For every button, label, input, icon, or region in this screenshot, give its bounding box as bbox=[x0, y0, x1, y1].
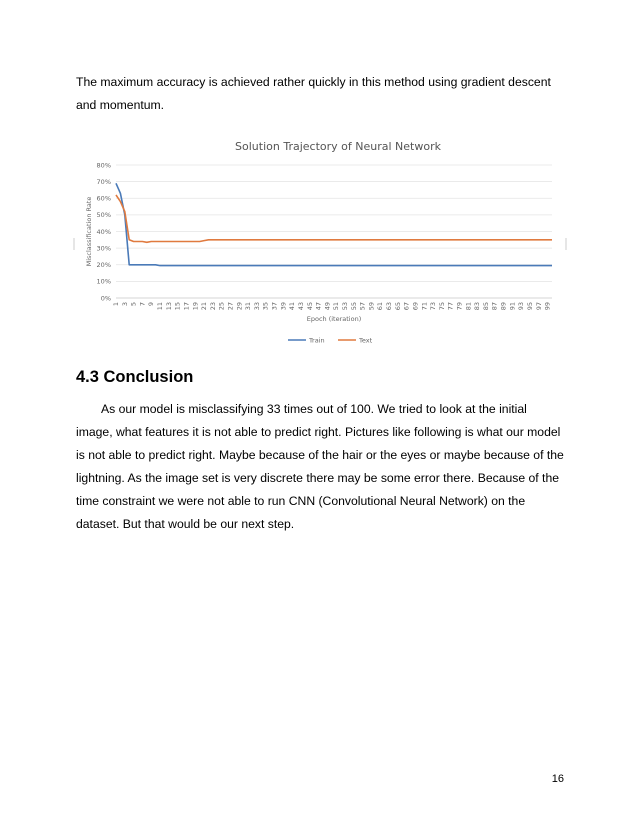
y-tick-label: 50% bbox=[96, 211, 111, 220]
series-line-train bbox=[116, 183, 552, 265]
x-tick-label: 21 bbox=[200, 302, 209, 311]
x-tick-label: 85 bbox=[481, 302, 490, 311]
x-tick-label: 15 bbox=[173, 302, 182, 311]
x-tick-label: 39 bbox=[279, 302, 288, 311]
y-tick-label: 60% bbox=[96, 194, 111, 203]
x-tick-label: 81 bbox=[464, 302, 473, 311]
section-heading: 4.3 Conclusion bbox=[76, 368, 194, 386]
x-tick-label: 75 bbox=[437, 302, 446, 311]
x-tick-label: 57 bbox=[358, 302, 367, 311]
x-tick-label: 91 bbox=[508, 302, 517, 311]
x-tick-label: 97 bbox=[534, 302, 543, 311]
chart-title: Solution Trajectory of Neural Network bbox=[235, 140, 441, 153]
conclusion-paragraph: As our model is misclassifying 33 times out of 100. We tried to look at the initial image, what features it is not able to predict right. Pictures like following is what our model is not able to predict right. Maybe because of the hair or the eyes or maybe because of the lightning. As the image set is very discrete there may be some error there. Because of the time constraint we were not able to run CNN (Convolutional Neural Network) on the dataset. But that would be our next step. bbox=[76, 402, 564, 531]
y-tick-label: 20% bbox=[96, 261, 111, 270]
x-tick-label: 3 bbox=[120, 302, 129, 307]
x-tick-label: 63 bbox=[385, 302, 394, 311]
y-tick-label: 40% bbox=[96, 227, 111, 236]
x-tick-label: 9 bbox=[147, 302, 156, 307]
x-tick-label: 83 bbox=[473, 302, 482, 311]
x-tick-label: 17 bbox=[182, 302, 191, 311]
x-tick-label: 45 bbox=[305, 302, 314, 311]
x-tick-label: 7 bbox=[138, 302, 147, 307]
x-tick-label: 23 bbox=[208, 302, 217, 311]
x-tick-label: 93 bbox=[517, 302, 526, 311]
x-tick-label: 29 bbox=[235, 302, 244, 311]
x-tick-label: 19 bbox=[191, 302, 200, 311]
x-tick-label: 55 bbox=[349, 302, 358, 311]
x-tick-label: 95 bbox=[525, 302, 534, 311]
chart-lines bbox=[116, 183, 552, 265]
chart-grid bbox=[116, 165, 552, 298]
series-line-test bbox=[116, 195, 552, 242]
x-tick-label: 25 bbox=[217, 302, 226, 311]
x-tick-label: 79 bbox=[455, 302, 464, 311]
x-tick-label: 73 bbox=[429, 302, 438, 311]
x-tick-label: 67 bbox=[402, 302, 411, 311]
y-tick-label: 80% bbox=[96, 161, 111, 170]
x-tick-label: 37 bbox=[270, 302, 279, 311]
x-tick-label: 87 bbox=[490, 302, 499, 311]
x-tick-label: 11 bbox=[156, 302, 165, 311]
x-tick-label: 61 bbox=[376, 302, 385, 311]
y-axis-label: Misclassification Rate bbox=[85, 196, 93, 267]
x-tick-label: 89 bbox=[499, 302, 508, 311]
x-tick-label: 43 bbox=[296, 302, 305, 311]
y-tick-label: 10% bbox=[96, 277, 111, 286]
intro-paragraph: The maximum accuracy is achieved rather quickly in this method using gradient descent and momentum. bbox=[76, 75, 551, 112]
y-tick-label: 70% bbox=[96, 177, 111, 186]
legend-label-train: Train bbox=[309, 336, 325, 345]
x-tick-label: 33 bbox=[252, 302, 261, 311]
x-tick-label: 35 bbox=[261, 302, 270, 311]
x-tick-label: 51 bbox=[332, 302, 341, 311]
x-tick-label: 1 bbox=[112, 302, 120, 307]
x-tick-label: 53 bbox=[341, 302, 350, 311]
y-tick-label: 0% bbox=[100, 294, 111, 303]
x-tick-label: 49 bbox=[323, 302, 332, 311]
x-tick-label: 69 bbox=[411, 302, 420, 311]
x-axis-label: Epoch (iteration) bbox=[306, 315, 362, 323]
x-tick-label: 59 bbox=[367, 302, 376, 311]
x-tick-label: 13 bbox=[164, 302, 173, 311]
x-tick-label: 41 bbox=[288, 302, 297, 311]
y-tick-label: 30% bbox=[96, 244, 111, 253]
x-tick-label: 65 bbox=[393, 302, 402, 311]
page-number: 16 bbox=[551, 773, 564, 785]
x-tick-label: 77 bbox=[446, 302, 455, 311]
legend-label-test: Text bbox=[359, 336, 373, 345]
x-tick-label: 71 bbox=[420, 302, 429, 311]
x-tick-label: 47 bbox=[314, 302, 323, 311]
x-tick-label: 99 bbox=[543, 302, 552, 311]
x-tick-label: 31 bbox=[244, 302, 253, 311]
chart-legend bbox=[288, 336, 373, 344]
x-tick-label: 5 bbox=[129, 302, 138, 307]
x-tick-label: 27 bbox=[226, 302, 235, 311]
